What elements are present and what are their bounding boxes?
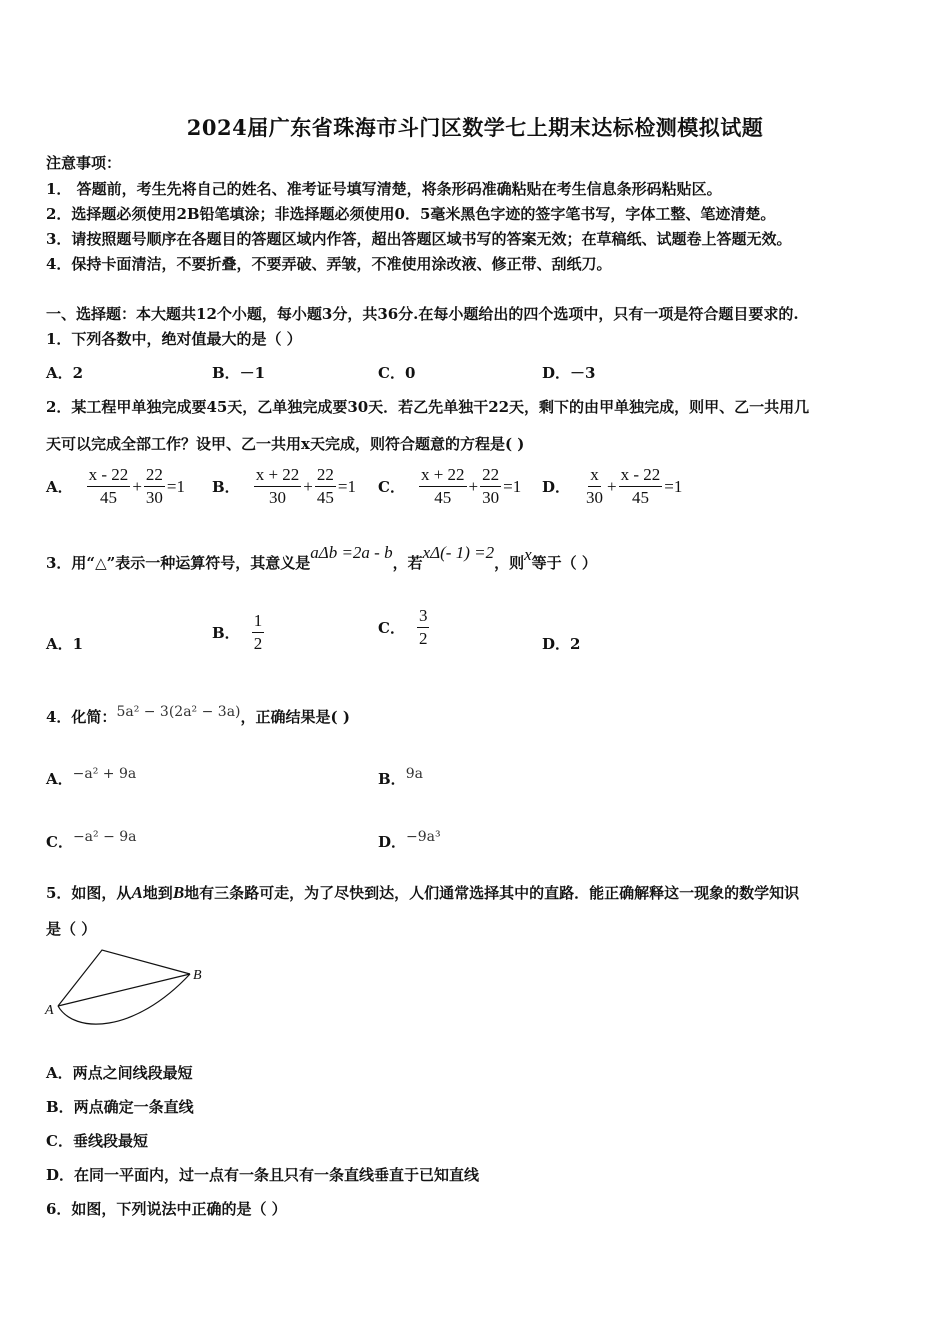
- figure-label-a: A: [45, 1003, 54, 1018]
- straight-path: [58, 974, 190, 1006]
- fraction: [254, 464, 302, 509]
- q3-stem-part2: ，若: [392, 554, 423, 572]
- denominator: 45: [316, 488, 334, 507]
- q3-option-b-label: B．: [212, 624, 240, 642]
- q4-option-d-value: −9a³: [406, 829, 441, 845]
- numerator: 22: [315, 464, 336, 487]
- q1-option-a: A．2: [46, 364, 84, 382]
- numerator: 22: [144, 464, 165, 487]
- q3-option-a-value: 1: [72, 634, 84, 653]
- q2-option-c-label: C．: [378, 478, 405, 496]
- q2-option-d: [542, 464, 682, 509]
- notice-item-2: 2．选择题必须使用2B铅笔填涂；非选择题必须使用0．5毫米黑色字迹的签字笔书写，字体工整、笔迹清楚。: [46, 205, 776, 223]
- q4-option-c: [46, 831, 137, 852]
- denominator: 2: [253, 634, 263, 653]
- q5-point-a: A: [131, 883, 143, 902]
- q2-option-b-label: B．: [212, 478, 240, 496]
- fraction: [252, 610, 265, 655]
- q3-stem: [46, 543, 597, 573]
- q5-option-d: D．在同一平面内，过一点有一条且只有一条直线垂直于已知直线: [46, 1166, 480, 1184]
- fraction: [419, 464, 467, 509]
- q3-option-c-label: C．: [378, 619, 405, 637]
- denominator: 30: [586, 488, 604, 507]
- q5-option-c: C．垂线段最短: [46, 1132, 148, 1150]
- q4-option-b: [378, 768, 423, 789]
- q5-stem-post: 地有三条路可走，为了尽快到达，人们通常选择其中的直路．能正确解释这一现象的数学知识: [184, 884, 800, 902]
- q6-stem: 6．如图，下列说法中正确的是（ ）: [46, 1200, 287, 1218]
- notice-heading: 注意事项：: [46, 154, 122, 172]
- numerator: x + 22: [419, 464, 467, 487]
- q3-stem-part4: 等于（ ）: [531, 554, 597, 572]
- q5-option-b: B．两点确定一条直线: [46, 1098, 194, 1116]
- numerator: 1: [252, 610, 265, 633]
- plus-sign: +: [132, 476, 142, 496]
- numerator: 3: [417, 605, 430, 628]
- equals-rhs: =1: [337, 476, 356, 496]
- numerator: 22: [480, 464, 501, 487]
- q3-condition: xΔ(- 1) =2: [422, 543, 495, 562]
- q3-variable: x: [524, 545, 532, 564]
- denominator: 45: [99, 488, 117, 507]
- q2-stem-line1: 2．某工程甲单独完成要45天，乙单独完成要30天．若乙先单独干22天，剩下的由甲单独完成，则甲、乙一共用几: [46, 398, 810, 416]
- denominator: 45: [434, 488, 452, 507]
- section-heading: 一、选择题：本大题共12个小题，每小题3分，共36分.在每小题给出的四个选项中，只有一项是符合题目要求的.: [46, 305, 799, 323]
- fraction: [417, 605, 430, 650]
- fraction: [144, 464, 165, 509]
- q4-stem-post: ，正确结果是( ): [240, 708, 350, 726]
- q2-option-c: [378, 464, 521, 509]
- q5-stem-line1: [46, 882, 799, 903]
- fraction: [480, 464, 501, 509]
- q4-option-d: [378, 831, 441, 852]
- fraction: [619, 464, 663, 509]
- numerator: x: [588, 464, 601, 487]
- q3-definition: aΔb =2a - b: [310, 543, 393, 562]
- q4-option-c-value: −a² − 9a: [72, 829, 137, 845]
- q2-option-a-label: A．: [46, 478, 73, 496]
- fraction: [315, 464, 336, 509]
- figure-label-b: B: [193, 968, 202, 983]
- q5-stem-mid: 地到: [142, 884, 173, 902]
- q1-stem: 1．下列各数中，绝对值最大的是（ ）: [46, 330, 302, 348]
- q3-option-b: [212, 610, 266, 655]
- fraction: [87, 464, 131, 509]
- q1-option-b: B．－1: [212, 364, 266, 382]
- q5-stem-pre: 5．如图，从: [46, 884, 132, 902]
- fraction: [584, 464, 605, 509]
- numerator: x + 22: [254, 464, 302, 487]
- q5-point-b: B: [172, 883, 185, 902]
- q1-option-c: C．0: [378, 364, 416, 382]
- q1-option-d: D．－3: [542, 364, 596, 382]
- denominator: 30: [268, 488, 286, 507]
- q3-stem-part3: ，则: [494, 554, 525, 572]
- equals-rhs: =1: [664, 476, 683, 496]
- q5-option-a: A．两点之间线段最短: [46, 1064, 193, 1082]
- q5-figure: [44, 944, 214, 1034]
- notice-item-3: 3．请按照题号顺序在各题目的答题区域内作答，超出答题区域书写的答案无效；在草稿纸、试题卷上答题无效。: [46, 230, 792, 248]
- q2-option-a: [46, 464, 185, 509]
- q4-option-a-label: A．: [46, 770, 73, 788]
- plus-sign: +: [607, 476, 617, 496]
- numerator: x - 22: [619, 464, 663, 487]
- q4-option-c-label: C．: [46, 833, 73, 851]
- q3-stem-part1: 3．用“△”表示一种运算符号，其意义是: [46, 554, 311, 572]
- q5-stem-line2: 是（ ）: [46, 920, 97, 938]
- q3-option-c: [378, 605, 431, 650]
- q3-option-d-value: 2: [570, 634, 581, 653]
- q4-option-a-value: −a² + 9a: [72, 766, 137, 782]
- page-title: 2024届广东省珠海市斗门区数学七上期末达标检测模拟试题: [186, 115, 764, 140]
- q4-option-d-label: D．: [378, 833, 407, 851]
- q4-stem-pre: 4．化简：: [46, 708, 117, 726]
- q4-stem: [46, 706, 350, 727]
- q4-option-b-value: 9a: [405, 766, 423, 782]
- denominator: 45: [631, 488, 649, 507]
- equals-rhs: =1: [166, 476, 185, 496]
- denominator: 30: [482, 488, 500, 507]
- q4-option-a: [46, 768, 136, 789]
- upper-path: [58, 950, 190, 1006]
- q2-option-b: [212, 464, 356, 509]
- denominator: 2: [418, 629, 428, 648]
- notice-item-4: 4．保持卡面清洁，不要折叠，不要弄破、弄皱，不准使用涂改液、修正带、刮纸刀。: [46, 255, 612, 273]
- q3-option-a-label: A．: [46, 635, 73, 653]
- notice-item-1: 1． 答题前，考生先将自己的姓名、准考证号填写清楚，将条形码准确粘贴在考生信息条形码粘贴区。: [46, 180, 722, 198]
- q3-option-d-label: D．: [542, 635, 571, 653]
- denominator: 30: [145, 488, 163, 507]
- q3-option-d: [542, 633, 580, 654]
- numerator: x - 22: [87, 464, 131, 487]
- equals-rhs: =1: [503, 476, 522, 496]
- q3-option-a: [46, 633, 83, 654]
- plus-sign: +: [468, 476, 479, 496]
- q2-option-d-label: D．: [542, 478, 571, 496]
- plus-sign: +: [303, 476, 313, 496]
- q4-option-b-label: B．: [378, 770, 406, 788]
- q4-expression: 5a² − 3(2a² − 3a): [116, 704, 241, 720]
- q2-stem-line2: 天可以完成全部工作？设甲、乙一共用x天完成，则符合题意的方程是( ): [46, 435, 525, 453]
